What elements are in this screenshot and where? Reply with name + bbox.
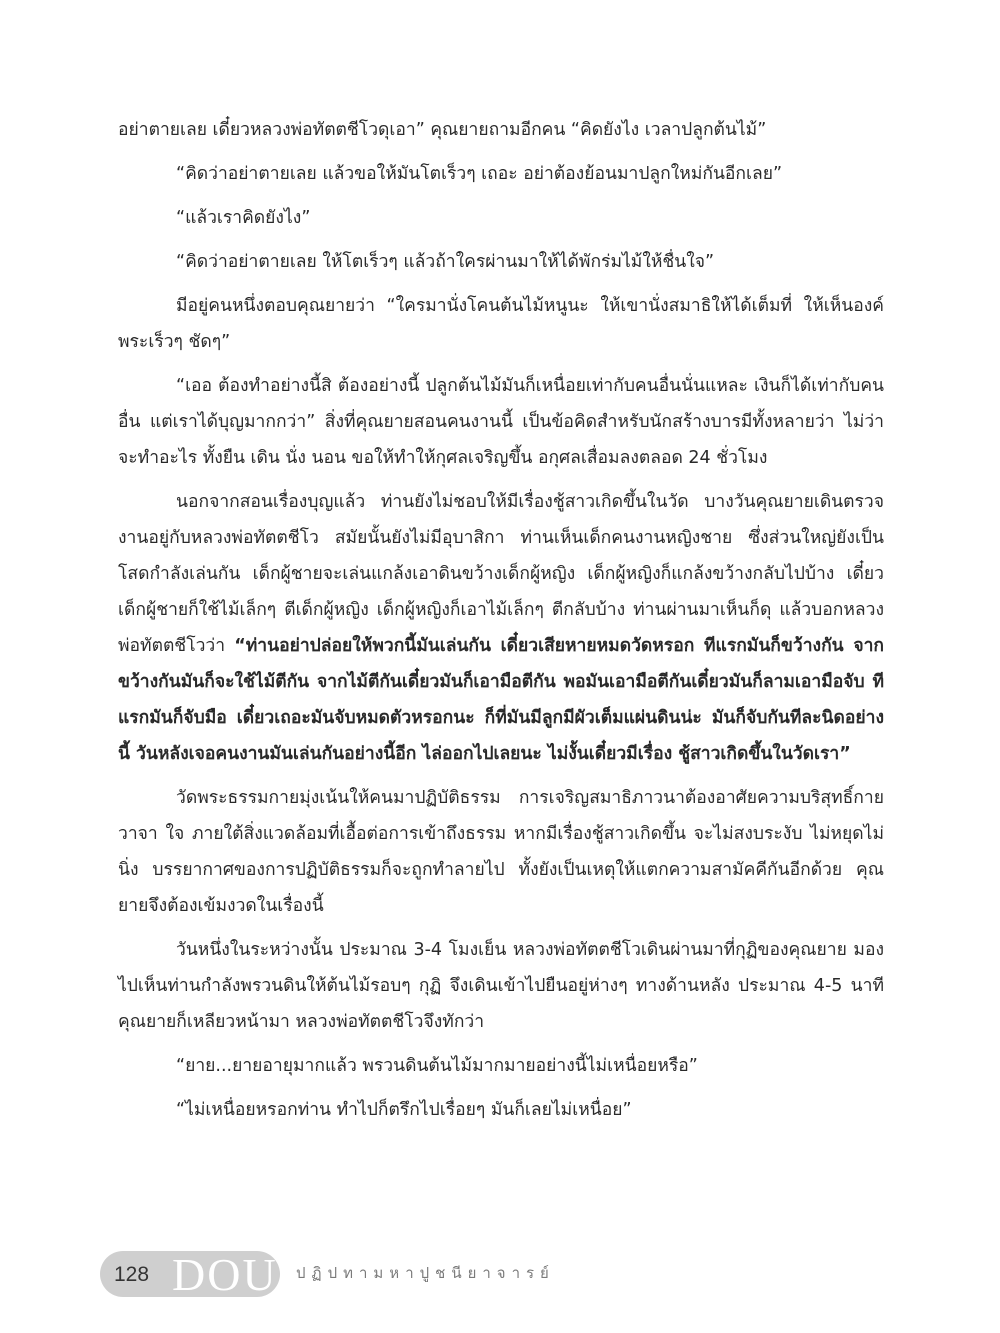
book-title: ปฏิปทามหาปูชนียาจารย์: [296, 1264, 555, 1282]
paragraph-1: อย่าตายเลย เดี๋ยวหลวงพ่อทัตตชีโวดุเอา” คุณยายถามอีกคน “คิดยังไง เวลาปลูกต้นไม้”: [118, 120, 767, 140]
paragraph-10: “ยาย...ยายอายุมากแล้ว พรวนดินต้นไม้มากมายอย่างนี้ไม่เหนื่อยหรือ”: [176, 1056, 698, 1076]
paragraph-8: วัดพระธรรมกายมุ่งเน้นให้คนมาปฏิบัติธรรม การเจริญสมาธิภาวนาต้องอาศัยความบริสุทธิ์กาย วาจา ใจ ภายใต้สิ่งแวดล้อมที่เอื้อต่อการเข้าถึงธรรม หากมีเรื่องชู้สาวเกิดขึ้น จะไม่สงบระงับ ไม่หยุดไม่นิ่ง บรรยากาศของการปฏิบัติธรรมก็จะถูกทำลายไป ทั้งยังเป็นเหตุให้แตกความสามัคคีกันอีกด้วย คุณยายจึงต้องเข้มงวดในเรื่องนี้: [118, 788, 884, 916]
paragraph-7-bold-quote: “ท่านอย่าปล่อยให้พวกนี้มันเล่นกัน เดี๋ยวเสียหายหมดวัดหรอก ทีแรกมันก็ขว้างกัน จากขว้างกันมันก็จะใช้ไม้ตีกัน จากไม้ตีกันเดี๋ยวมันก็เอามือตีกัน พอมันเอามือตีกันเดี๋ยวมันก็ลามเอามือจับ ทีแรกมันก็จับมือ เดี๋ยวเถอะมันจับหมดตัวหรอกนะ ก็ที่มันมีลูกมีผัวเต็มแผ่นดินน่ะ มันก็จับกันทีละนิดอย่างนี้ วันหลังเจอคนงานมันเล่นกันอย่างนี้อีก ไล่ออกไปเลยนะ ไม่งั้นเดี๋ยวมีเรื่อง ชู้สาวเกิดขึ้นในวัดเรา”: [118, 636, 884, 764]
paragraph-3: “แล้วเราคิดยังไง”: [176, 208, 311, 228]
paragraph-5: มีอยู่คนหนึ่งตอบคุณยายว่า “ใครมานั่งโคนต้นไม้หนูนะ ให้เขานั่งสมาธิให้ได้เต็มที่ ให้เห็นองค์พระเร็วๆ ชัดๆ”: [118, 296, 884, 352]
paragraph-2: “คิดว่าอย่าตายเลย แล้วขอให้มันโตเร็วๆ เถอะ อย่าต้องย้อนมาปลูกใหม่กันอีกเลย”: [176, 164, 783, 184]
paragraph-6: “เออ ต้องทำอย่างนี้สิ ต้องอย่างนี้ ปลูกต้นไม้มันก็เหนื่อยเท่ากับคนอื่นนั่นแหละ เงินก็ได้เท่ากับคนอื่น แต่เราได้บุญมากกว่า” สิ่งที่คุณยายสอนคนงานนี้ เป็นข้อคิดสำหรับนักสร้างบารมีทั้งหลายว่า ไม่ว่าจะทำอะไร ทั้งยืน เดิน นั่ง นอน ขอให้ทำให้กุศลเจริญขึ้น อกุศลเสื่อมลงตลอด 24 ชั่วโมง: [118, 376, 884, 468]
paragraph-4: “คิดว่าอย่าตายเลย ให้โตเร็วๆ แล้วถ้าใครผ่านมาให้ได้พักร่มไม้ให้ชื่นใจ”: [176, 252, 715, 272]
page-footer: [100, 1245, 900, 1305]
page-body: [118, 112, 884, 1128]
paragraph-9: วันหนึ่งในระหว่างนั้น ประมาณ 3-4 โมงเย็น หลวงพ่อทัตตชีโวเดินผ่านมาที่กุฏิของคุณยาย มองไปเห็นท่านกำลังพรวนดินให้ต้นไม้รอบๆ กุฏิ จึงเดินเข้าไปยืนอยู่ห่างๆ ทางด้านหลัง ประมาณ 4-5 นาที คุณยายก็เหลียวหน้ามา หลวงพ่อทัตตชีโวจึงทักว่า: [118, 940, 884, 1032]
paragraph-7-text: นอกจากสอนเรื่องบุญแล้ว ท่านยังไม่ชอบให้มีเรื่องชู้สาวเกิดขึ้นในวัด บางวันคุณยายเดินตรวจงานอยู่กับหลวงพ่อทัตตชีโว สมัยนั้นยังไม่มีอุบาสิกา ท่านเห็นเด็กคนงานหญิงชาย ซึ่งส่วนใหญ่ยังเป็นโสดกำลังเล่นกัน เด็กผู้ชายจะเล่นแกล้งเอาดินขว้างเด็กผู้หญิง เด็กผู้หญิงก็แกล้งขว้างกลับไปบ้าง เดี๋ยวเด็กผู้ชายก็ใช้ไม้เล็กๆ ตีเด็กผู้หญิง เด็กผู้หญิงก็เอาไม้เล็กๆ ตีกลับบ้าง ท่านผ่านมาเห็นก็ดุ แล้วบอกหลวงพ่อทัตตชีโวว่า: [118, 492, 884, 656]
paragraph-7: [118, 484, 884, 772]
dou-logo: DOU: [172, 1249, 278, 1300]
page-number: 128: [114, 1263, 150, 1286]
footer-badge: [100, 1249, 280, 1300]
paragraph-11: “ไม่เหนื่อยหรอกท่าน ทำไปก็ตรึกไปเรื่อยๆ มันก็เลยไม่เหนื่อย”: [176, 1100, 632, 1120]
